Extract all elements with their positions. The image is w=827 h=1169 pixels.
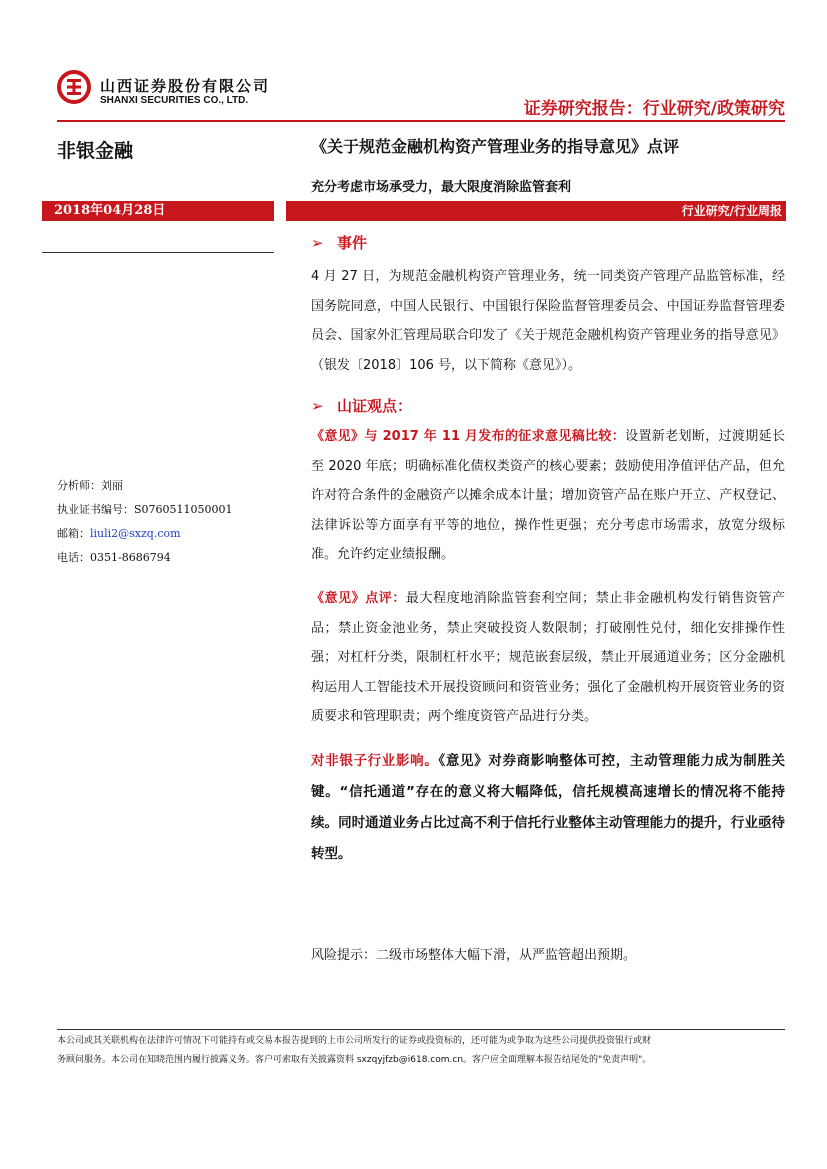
report-subtitle: 充分考虑市场承受力，最大限度消除监管套利 [311,180,572,195]
report-type: 证券研究报告：行业研究/政策研究 [523,99,785,119]
commentary-lead: 《意见》点评： [311,591,406,606]
report-title: 《关于规范金融机构资产管理业务的指导意见》点评 [311,137,680,156]
report-category-tag: 行业研究/行业周报 [286,201,786,221]
company-name-cn: 山西证券股份有限公司 [100,77,271,95]
event-paragraph: 4 月 27 日，为规范金融机构资产管理业务，统一同类资产管理产品监管标准，经国务院同意，中国人民银行、中国银行保险监督管理委员会、中国证券监督管理委员会、国家外汇管理局联合印发了《关于规范金融机构资产管理业务的指导意见》（银发〔2018〕106 号，以下简称《意见》）。 [311,269,785,373]
email-label: 邮箱： [57,527,90,540]
commentary-paragraph [311,584,785,732]
disclaimer-line: 本公司或其关联机构在法律许可情况下可能持有或交易本报告提到的上市公司所发行的证券或投资标的，还可能为或争取为这些公司提供投资银行或财 [57,1036,652,1046]
analyst-email[interactable]: liuli2@sxzq.com [90,527,181,540]
arrow-bullet-icon: ➢ [311,397,324,415]
comparison-lead: 《意见》与 2017 年 11 月发布的征求意见稿比较： [311,429,626,444]
disclaimer [57,1032,785,1070]
analyst-name-label: 分析师： [57,479,101,492]
company-name-en: SHANXI SECURITIES CO., LTD. [100,95,249,106]
comparison-text: 设置新老划断，过渡期延长至 2020 年底；明确标准化债权类资产的核心要素；鼓励使用净值评估产品，但允许对符合条件的金融资产以摊余成本计量；增加资管产品在账户开立、产权登记、法律诉讼等方面享有平等的地位，操作性更强；充分考虑市场需求，放宽分级标准。允许约定业绩报酬。 [311,429,785,562]
analyst-phone: 0351-8686794 [90,551,171,564]
risk-warning: 风险提示：二级市场整体大幅下滑，从严监管超出预期。 [311,948,637,963]
left-column-divider [42,252,274,253]
phone-label: 电话： [57,551,90,564]
header-divider [57,120,785,122]
footer-divider [57,1029,785,1030]
report-date: 2018年04月28日 [42,201,274,221]
company-logo-icon [57,70,91,104]
analyst-name: 刘丽 [101,479,123,492]
impact-lead: 对非银子行业影响。 [311,753,439,769]
impact-text: 《意见》对券商影响整体可控，主动管理能力成为制胜关键。“信托通道”存在的意义将大幅降低，信托规模高速增长的情况将不能持续。同时通道业务占比过高不利于信托行业整体主动管理能力的提升，行业亟待转型。 [311,753,786,862]
disclaimer-line: 务顾问服务。本公司在知晓范围内履行披露义务。客户可索取有关披露资料 sxzqyjfzb@i618.com.cn。客户应全面理解本报告结尾处的"免责声明"。 [57,1055,652,1065]
cert-number: S0760511050001 [134,503,233,516]
commentary-text: 最大程度地消除监管套利空间；禁止非金融机构发行销售资管产品；禁止资金池业务，禁止突破投资人数限制；打破刚性兑付，细化安排操作性强；对杠杆分类，限制杠杆水平；规范嵌套层级，禁止开展通道业务；区分金融机构运用人工智能技术开展投资顾问和资管业务；强化了金融机构开展资管业务的资质要求和管理职责；两个维度资管产品进行分类。 [311,591,785,724]
view-heading: ➢ 山证观点： [311,397,413,415]
sector-title: 非银金融 [57,140,134,162]
analyst-info [57,474,233,570]
event-heading: ➢ 事件 [311,234,368,252]
impact-paragraph [311,746,785,870]
cert-label: 执业证书编号： [57,503,134,516]
comparison-paragraph [311,422,785,570]
arrow-bullet-icon: ➢ [311,234,324,252]
